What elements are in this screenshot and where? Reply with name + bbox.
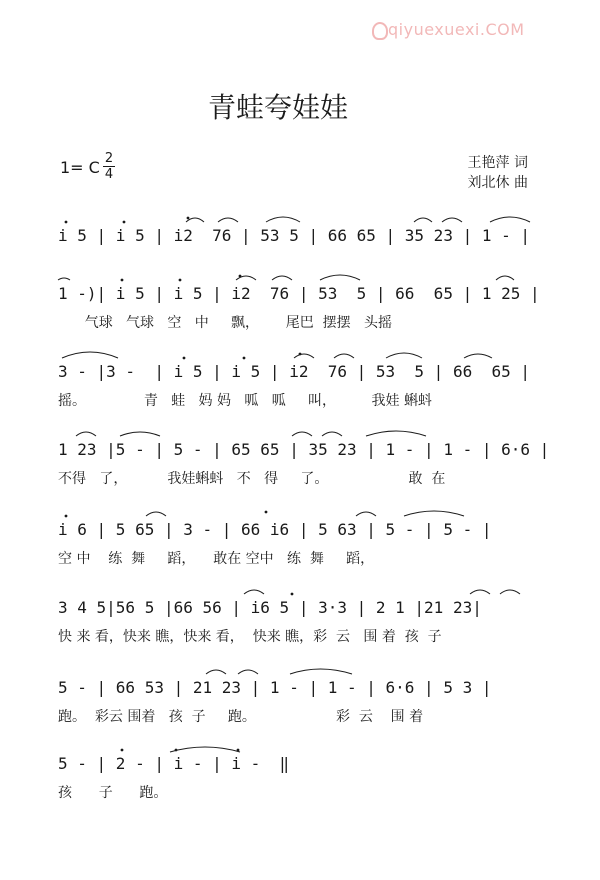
slur-mark: [290, 669, 352, 674]
octave-dot: [265, 511, 268, 514]
octave-dot: [243, 357, 246, 360]
slur-mark: [464, 354, 492, 358]
lyrics-line-7: 跑。 彩云 围着 孩 子 跑。 彩 云 围 着: [58, 709, 424, 725]
octave-dot: [175, 749, 178, 752]
slur-mark: [404, 511, 464, 516]
composer-credit: 刘北休 曲: [467, 175, 528, 191]
slur-mark: [356, 512, 376, 516]
slur-mark: [244, 590, 264, 594]
notes-line-2: 1 -)| i 5 | i 5 | i2 76 | 53 5 | 66 65 | 1 25 |: [58, 284, 540, 303]
notes-line-3: 3 - |3 - | i 5 | i 5 | i2 76 | 53 5 | 66 65 |: [58, 362, 531, 381]
slur-mark: [272, 276, 292, 280]
lyrics-line-5: 空 中 练 舞 蹈， 敢在 空中 练 舞 蹈，: [58, 551, 375, 567]
slur-mark: [58, 278, 70, 280]
octave-dot: [179, 279, 182, 282]
octave-dot: [239, 275, 242, 278]
slur-mark: [146, 512, 166, 516]
slur-mark: [322, 432, 342, 436]
octave-dot: [123, 221, 126, 224]
lyrics-line-3: 摇。 青 蛙 妈 妈 呱 呱 叫， 我娃 蝌蚪: [58, 393, 433, 409]
octave-dot: [65, 515, 68, 518]
octave-dot: [299, 353, 302, 356]
slur-mark: [266, 217, 300, 222]
lyrics-line-8: 孩 子 跑。: [58, 785, 168, 801]
lyrics-line-6: 快 来 看，快来 瞧，快来 看， 快来 瞧，彩 云 围 着 孩 子: [58, 629, 442, 645]
time-signature-bottom: 4: [104, 167, 114, 182]
slur-mark: [490, 217, 530, 222]
octave-dot: [291, 593, 294, 596]
slur-mark: [218, 218, 238, 222]
key-signature: 1= C: [60, 158, 100, 177]
notes-line-4: 1 23 |5 - | 5 - | 65 65 | 35 23 | 1 - | 1 - | 6·6 |: [58, 440, 550, 459]
slur-mark: [442, 218, 462, 222]
octave-dot: [237, 749, 240, 752]
slur-mark: [170, 747, 240, 752]
slur-mark: [320, 275, 360, 280]
watermark: qiyuexuexi.COM: [388, 20, 525, 39]
lyrics-line-4: 不得 了， 我娃蝌蚪 不 得 了。 敢 在: [58, 471, 446, 487]
slur-mark: [206, 670, 226, 674]
slur-mark: [334, 354, 354, 358]
slur-mark: [120, 432, 160, 436]
slur-mark: [470, 590, 490, 594]
slur-mark: [366, 431, 426, 436]
octave-dot: [121, 749, 124, 752]
slur-mark: [294, 354, 314, 358]
octave-dot: [65, 221, 68, 224]
slur-mark: [496, 276, 514, 280]
notes-line-1: i 5 | i 5 | i2 76 | 53 5 | 66 65 | 35 23 | 1 - |: [58, 226, 531, 245]
slur-mark: [76, 432, 96, 436]
notes-line-6: 3 4 5|56 5 |66 56 | i6 5 | 3·3 | 2 1 |21 23|: [58, 598, 482, 617]
time-signature-top: 2: [104, 151, 114, 166]
slur-mark: [292, 432, 312, 436]
octave-dot: [187, 217, 190, 220]
notes-line-8: 5 - | 2 - | i - | i - ‖: [58, 754, 290, 773]
octave-dot: [121, 279, 124, 282]
slur-mark: [500, 590, 520, 594]
notes-line-7: 5 - | 66 53 | 21 23 | 1 - | 1 - | 6·6 | 5 3 |: [58, 678, 492, 697]
notes-line-5: i 6 | 5 65 | 3 - | 66 i6 | 5 63 | 5 - | 5 - |: [58, 520, 492, 539]
slur-mark: [414, 218, 432, 222]
lyricist-credit: 王艳萍 词: [467, 155, 528, 171]
lyrics-line-2: 气球 气球 空 中 飘， 尾巴 摆摆 头摇: [58, 315, 392, 331]
slur-mark: [62, 352, 118, 358]
slur-mark: [386, 353, 422, 358]
song-title: 青蛙夸娃娃: [208, 91, 349, 124]
octave-dot: [183, 357, 186, 360]
slur-mark: [238, 670, 258, 674]
